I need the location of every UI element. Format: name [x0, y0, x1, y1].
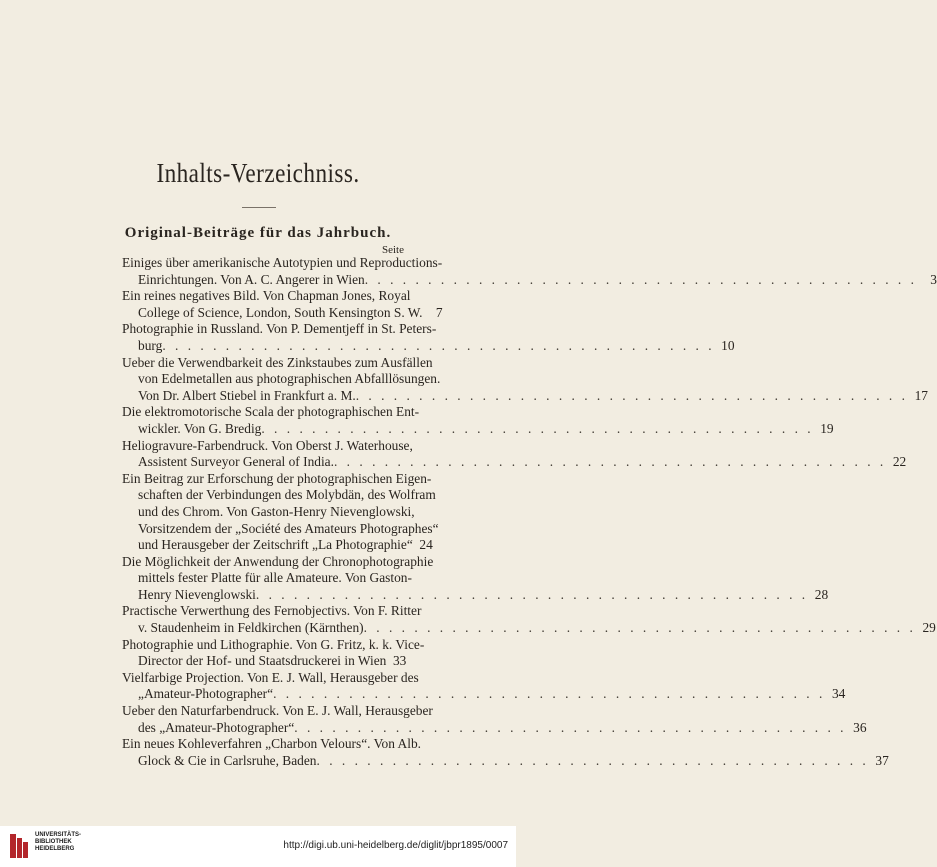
toc-entry	[122, 636, 425, 670]
toc-page-number: 28	[814, 586, 829, 602]
toc-entry	[122, 437, 907, 471]
toc-entry	[122, 321, 735, 354]
toc-entry-line: Vielfarbige Projection. Von E. J. Wall, Herausgeber des	[122, 669, 419, 685]
toc-entry-last-line	[122, 586, 829, 604]
toc-entry-line: Practische Verwerthung des Fernobjectivs. Von F. Ritter	[122, 603, 422, 619]
toc-entry-last-line	[122, 620, 936, 637]
dot-leader	[273, 686, 825, 703]
toc-page-number: 7	[435, 304, 443, 320]
toc-entry-last-line	[122, 653, 407, 670]
toc-page-number: 29	[922, 620, 936, 636]
toc-page-number: 33	[392, 653, 407, 669]
dot-leader	[356, 388, 908, 405]
toc-page-number: 19	[820, 420, 834, 436]
toc-entry-text: v. Staudenheim in Feldkirchen (Kärnthen)	[138, 620, 364, 636]
toc-list	[122, 255, 937, 769]
dot-leader	[162, 338, 714, 355]
toc-entry-line: Vorsitzendem der „Société des Amateurs Photographes“	[138, 520, 439, 536]
toc-entry-line: Ein Beitrag zur Erforschung der photographischen Eigen-	[122, 470, 432, 486]
toc-entry-last-line	[122, 304, 443, 322]
toc-page-number: 10	[721, 337, 735, 353]
library-logo-text	[35, 832, 81, 854]
toc-entry-line: mittels fester Platte für alle Amateure. Von Gaston-	[138, 570, 412, 586]
toc-entry-line: Photographie in Russland. Von P. Dementjeff in St. Peters-	[122, 321, 437, 337]
toc-entry-last-line	[122, 454, 907, 471]
toc-page-number: 3	[930, 271, 937, 287]
dot-leader	[334, 454, 886, 471]
toc-entry	[122, 703, 867, 736]
toc-entry-last-line	[122, 420, 834, 438]
toc-page-number: 22	[892, 454, 907, 470]
toc-entry-last-line	[122, 752, 889, 770]
page-column-label: Seite	[382, 244, 404, 256]
toc-entry-last-line	[122, 537, 433, 554]
toc-page-number: 34	[831, 686, 846, 702]
source-url[interactable]: http://digi.ub.uni-heidelberg.de/diglit/jbpr1895/0007	[283, 840, 508, 851]
toc-entry	[122, 553, 829, 604]
toc-entry-line: Ein reines negatives Bild. Von Chapman Jones, Royal	[122, 288, 411, 304]
section-heading: Original-Beiträge für das Jahrbuch.	[124, 225, 392, 241]
toc-entry-line: Einiges über amerikanische Autotypien und Reproductions-	[122, 255, 443, 270]
university-library-logo-icon	[8, 831, 30, 861]
toc-entry-line: Heliogravure-Farbendruck. Von Oberst J. Waterhouse,	[122, 437, 413, 453]
toc-entry-text: des „Amateur-Photographer“	[138, 719, 295, 735]
dot-leader	[261, 421, 813, 438]
toc-entry-text: burg	[138, 337, 163, 353]
toc-page-number: 36	[853, 719, 867, 735]
toc-entry-last-line	[122, 686, 846, 703]
toc-page-number: 24	[419, 537, 433, 553]
toc-entry-line: Ein neues Kohleverfahren „Charbon Velours“. Von Alb.	[122, 736, 421, 752]
toc-entry-last-line	[122, 719, 867, 737]
toc-entry-text: Von Dr. Albert Stiebel in Frankfurt a. M.	[138, 387, 356, 403]
toc-entry	[122, 470, 439, 554]
toc-entry-text: Assistent Surveyor General of India.	[138, 454, 334, 470]
toc-entry-line: von Edelmetallen aus photographischen Abfalllösungen.	[138, 371, 441, 387]
toc-entry-text: wickler. Von G. Bredig	[138, 420, 262, 436]
toc-entry	[122, 404, 834, 437]
logo-line-3: HEIDELBERG	[35, 846, 75, 853]
toc-page-number: 17	[914, 387, 928, 403]
toc-entry-text: Glock & Cie in Carlsruhe, Baden	[138, 752, 317, 768]
toc-entry	[122, 669, 846, 703]
toc-page-number: 37	[875, 752, 889, 768]
toc-entry-text: Director der Hof- und Staatsdruckerei in Wien	[138, 653, 387, 669]
toc-entry-last-line	[122, 337, 735, 355]
toc-entry-last-line	[122, 387, 928, 405]
toc-entry-line: Die Möglichkeit der Anwendung der Chronophotographie	[122, 553, 434, 569]
dot-leader	[294, 720, 846, 737]
toc-entry-line: Ueber den Naturfarbendruck. Von E. J. Wall, Herausgeber	[122, 703, 433, 719]
toc-entry-line: Die elektromotorische Scala der photographischen Ent-	[122, 404, 420, 420]
toc-entry	[122, 255, 937, 288]
toc-entry	[122, 603, 936, 636]
toc-entry	[122, 736, 889, 769]
toc-entry-last-line	[122, 271, 937, 289]
toc-entry-line: schaften der Verbindungen des Molybdän, des Wolfram	[138, 487, 436, 503]
toc-entry-text: Henry Nievenglowski	[138, 586, 256, 602]
page-title: Inhalts-Verzeichniss.	[156, 158, 360, 188]
dot-leader	[317, 753, 869, 770]
toc-entry-line: Photographie und Lithographie. Von G. Fritz, k. k. Vice-	[122, 636, 425, 652]
toc-entry-line: und des Chrom. Von Gaston-Henry Nievenglowski,	[138, 503, 415, 519]
dot-leader	[365, 272, 917, 289]
logo-line-1: UNIVERSITÄTS-	[35, 832, 82, 838]
logo-line-2: BIBLIOTHEK	[35, 839, 72, 846]
toc-entry	[122, 288, 443, 321]
dot-leader	[364, 620, 916, 637]
toc-entry-line: Ueber die Verwendbarkeit des Zinkstaubes zum Ausfällen	[122, 354, 433, 370]
toc-entry-text: Einrichtungen. Von A. C. Angerer in Wien	[138, 271, 365, 287]
dot-leader	[256, 587, 808, 604]
toc-entry	[122, 354, 928, 405]
toc-entry-text: College of Science, London, South Kensington S. W.	[138, 304, 423, 320]
title-divider	[242, 207, 276, 208]
footer-bar	[0, 826, 516, 867]
toc-entry-text: „Amateur-Photographer“	[138, 686, 274, 702]
toc-entry-text: und Herausgeber der Zeitschrift „La Photographie“	[138, 537, 413, 553]
